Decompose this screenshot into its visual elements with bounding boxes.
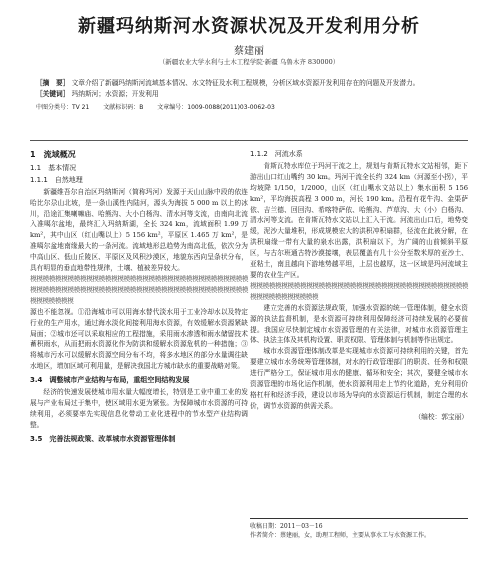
abstract-label: ［摘 要］	[36, 79, 70, 87]
affiliation: （新疆农业大学水利与土木工程学院·新疆 乌鲁木齐 830000）	[158, 58, 340, 66]
section-heading-1-1: 1.1 基本情况	[30, 163, 77, 172]
section-heading-3-5: 3.5 完善法规政策、改革城市水资源管理体制	[30, 434, 176, 443]
header-divider	[30, 140, 468, 141]
editor-note: （编校：郭宝丽）	[414, 412, 468, 421]
watermark-band: 模模模模模模模模模模模模模模模模模模模模模模模模模模模模模模模模模模模模模模模模模模模模模模	[250, 281, 468, 301]
keywords-label: ［关键词］	[36, 90, 70, 98]
author-bio: 作者简介：蔡建丽，女，助理工程师，主要从事水工与水资源工作。	[250, 532, 431, 539]
body-paragraph: 源也不能忽视。①沿海城市可以用海水替代淡水用于工业冷却水以及特定行业的生产用水，通过海水淡化间接利用海水资源，有效缓解水资源紧缺局面；②城市还可以采取相应的工程措施，采用雨水渗透和雨水储留技术蓄积雨水，从而把雨水资源化作为防洪和缓解水资源危机的一种措施；③将城市污水可以缓解水资源空间分布不均，将多水地区的部分水量调往缺水地区，增加区域可利用量，是解决我国北方城市缺水的重要战略对策。	[30, 307, 248, 371]
watermark-band: 模模模模模模模模模模模模模模模模模模模模模模模模模模模模模模模模模模模模模模模模模模模模模模模模模模模模模模模模模模模模模模模模模模模模模模模模模模模模模	[30, 274, 248, 305]
section-heading-1-1-2: 1.1.2 河流水系	[250, 150, 303, 158]
left-column	[30, 148, 248, 446]
clc-number: 中图分类号：TV 21	[36, 104, 90, 111]
body-paragraph: 肯斯瓦特水库位于玛河干流之上，规划与肯斯瓦特水文站相邻，距下游出山口红山嘴约 30 km。玛河干流全长约 324 km（河源至小拐），平均坡降 1/150，1/2000，山区（红山嘴水文站以上）集水面积 5 156 km²，平均海拔高程 3 000 m，河长 190 km。沿程有花牛沟、金渠萨依、吉兰德、回回沟、希喀特萨依、哈熊沟、芦草沟、大（小）白杨沟、清水河等支流。在肯斯瓦特水文站以上汇入干流。河流出山口后，地势变缓，泥沙大量堆积，形成规模宏大的洪积冲积扇群，径流在此被分解，在洪积扇缘一带有大量的泉水出露，洪积扇以下，为广阔的山前倾斜平原区，与古尔班通古特沙漠接壤，表层覆盖有几十公分至数米厚的亚沙土、亚粘土，南且越向下游地势越平坦，上层也越厚，这一区域是玛河流域主要的农业生产区。	[250, 161, 468, 279]
doc-code: 文献标识码：B	[103, 104, 144, 111]
abstract-text: 文章介绍了新疆玛纳斯河流域基本情况、水文特征及水利工程规模，分析区域水资源开发利用存在的问题及开发潜力。	[71, 79, 420, 87]
body-paragraph: 新疆维吾尔自治区玛纳斯河（简称玛河）发源于天山山脉中段的依连哈比尔尕山北坡，是一条山溪性内陆河，源头为海拔 5 000 m 以上的冰川，沿途汇集喇嘛庙、哈熊沟、大小白杨沟、清水河等支流，由南向北流入准噶尔盆地，最终汇入玛纳斯湖，全长 324 km，流域面积 1.99 万 km²，其中山区（红山嘴以上）5 156 km²，平原区 1.465 万 km²，是准噶尔盆地南缘最大的一条河流。流域地形总趋势为南高北低，依次分为中高山区、低山丘陵区、平原区及风积沙漠区，地貌东西向呈条状分布，具有明显的垂直地带性规律，土壤、植被差异较大。	[30, 187, 248, 273]
paper-title: 新疆玛纳斯河水资源状况及开发利用分析	[78, 16, 420, 37]
body-paragraph: 建立完善的水资源法规政策，加强水资源的统一管理体制，健全水资源的执法监督机制，是水资源可持续利用保障经济可持续发展的必要前提。我国应尽快制定城市水资源管理的有关法律，对城市水资源管理主体、执法主体及其机构设置、职责权限、管理体制与机制等作出规定。	[250, 303, 468, 345]
keywords	[36, 89, 462, 100]
body-paragraph: 经济的快速发展使城市用水量大幅度增长，特别是工业中重工业的发展与产业布局过于集中，使区域用水更为紧张。为保障城市水资源的可持续利用，必须要率先实现信息化带动工业化进程中的节水型产业结构调整。	[30, 388, 248, 429]
keywords-text: 玛纳斯河；水资源；开发利用	[71, 90, 159, 98]
article-number: 文章编号：1009-0088(2011)03-0062-03	[157, 104, 275, 111]
received-date: 收稿日期：2011－03－16	[250, 523, 323, 530]
footnote-box	[250, 518, 468, 540]
abstract-block	[36, 78, 462, 113]
article-meta	[36, 102, 462, 113]
section-heading-3-4: 3.4 调整城市产业结构与布局，重组空间结构发展	[30, 376, 190, 385]
author-name: 蔡建丽	[234, 46, 264, 57]
abstract	[36, 78, 462, 89]
body-paragraph: 城市水资源管理体制改革是实现城市水资源可持续利用的关键，首先要建立城市水务统筹管理体制，对水的行政管理部门的职责、任务和权限进行严格分工，保证城市用水的健康、循环和安全；其次，要健全城市水资源管理的市场化运作机制，使水资源利用走上节约化道路，充分利用价格杠杆和经济手段，建设以市场为导向的水资源运行机制，制定合理的水价，调节水资源的供需关系。	[250, 347, 468, 410]
section-heading-1: 1 流域概况	[30, 150, 76, 159]
right-column	[250, 148, 468, 423]
section-heading-1-1-1: 1.1.1 自然地理	[30, 175, 83, 184]
